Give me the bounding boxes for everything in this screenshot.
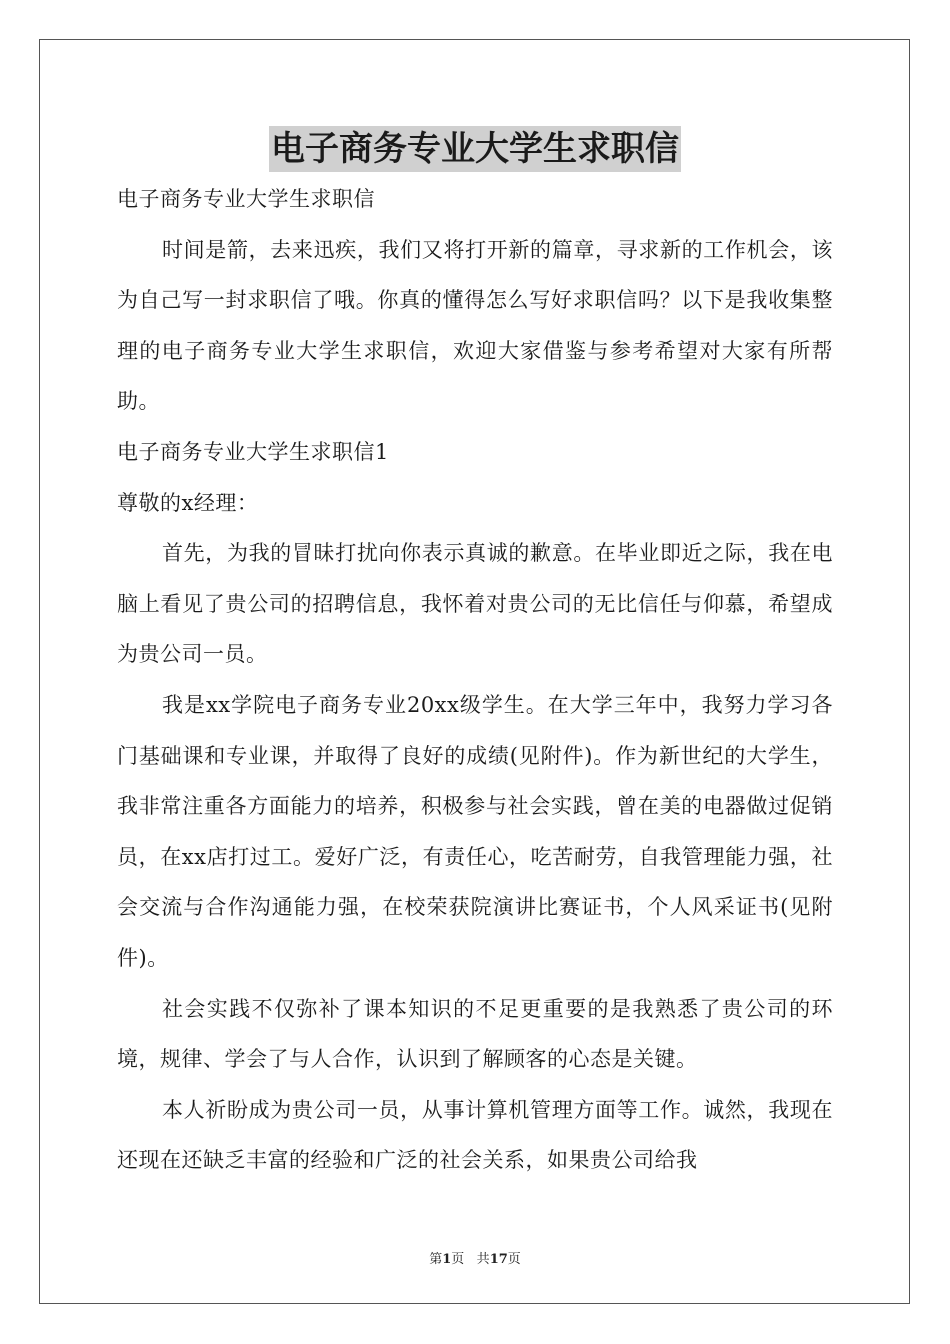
body-paragraph: 我是xx学院电子商务专业20xx级学生。在大学三年中，我努力学习各门基础课和专业课，并取得了良好的成绩(见附件)。作为新世纪的大学生，我非常注重各方面能力的培养，积极参与社会实践，曾在美的电器做过促销员，在xx店打过工。爱好广泛，有责任心，吃苦耐劳，自我管理能力强，社会交流与合作沟通能力强，在校荣获院演讲比赛证书，个人风采证书(见附件)。 bbox=[117, 692, 833, 970]
total-suffix: 页 bbox=[507, 1252, 521, 1267]
body-paragraph: 本人祈盼成为贵公司一员，从事计算机管理方面等工作。诚然，我现在还现在还缺乏丰富的经验和广泛的社会关系，如果贵公司给我 bbox=[117, 1097, 833, 1173]
body-paragraph: 社会实践不仅弥补了课本知识的不足更重要的是我熟悉了贵公司的环境，规律、学会了与人合作，认识到了解顾客的心态是关键。 bbox=[117, 996, 833, 1072]
salutation: 尊敬的x经理： bbox=[117, 490, 259, 515]
page-number: 1 bbox=[442, 1252, 452, 1267]
page-prefix: 第 bbox=[429, 1252, 443, 1267]
letter-heading: 电子商务专业大学生求职信1 bbox=[117, 439, 389, 464]
page-suffix: 页 bbox=[451, 1252, 465, 1267]
document-body bbox=[117, 174, 833, 1186]
total-pages: 17 bbox=[489, 1252, 508, 1267]
intro-paragraph: 时间是箭，去来迅疾，我们又将打开新的篇章，寻求新的工作机会，该为自己写一封求职信了哦。你真的懂得怎么写好求职信吗？以下是我收集整理的电子商务专业大学生求职信，欢迎大家借鉴与参考希望对大家有所帮助。 bbox=[117, 237, 833, 414]
body-paragraph: 首先，为我的冒昧打扰向你表示真诚的歉意。在毕业即近之际，我在电脑上看见了贵公司的招聘信息，我怀着对贵公司的无比信任与仰慕，希望成为贵公司一员。 bbox=[117, 541, 833, 667]
total-prefix: 共 bbox=[476, 1252, 490, 1267]
document-title-text: 电子商务专业大学生求职信 bbox=[269, 126, 681, 172]
page-footer bbox=[0, 1248, 950, 1267]
document-subtitle: 电子商务专业大学生求职信 bbox=[117, 187, 375, 211]
document-title bbox=[0, 124, 950, 174]
